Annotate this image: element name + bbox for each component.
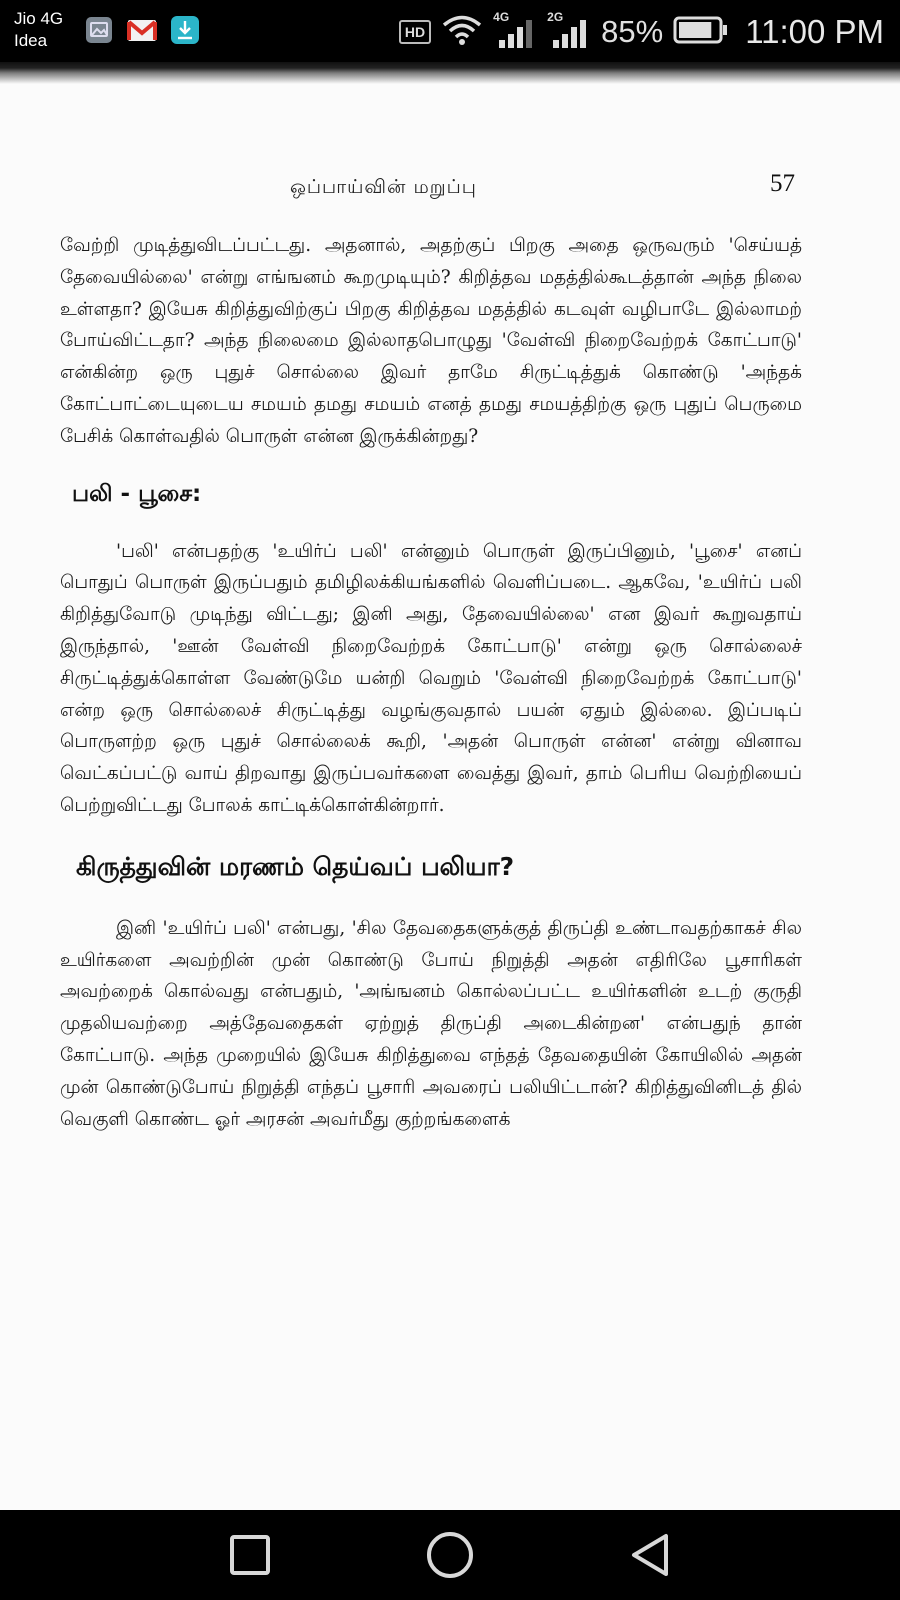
carrier-line-1: Jio 4G: [14, 9, 64, 28]
document-page[interactable]: [0, 62, 900, 1510]
battery-icon: [673, 15, 729, 49]
network-1-label: 4G: [493, 10, 510, 24]
back-icon: [628, 1532, 672, 1578]
signal-4g-icon: [493, 12, 537, 52]
navigation-bar: [0, 1510, 900, 1600]
running-head: ஒப்பாய்வின் மறுப்பு: [290, 176, 477, 198]
network-2-label: 2G: [547, 10, 564, 24]
carrier-label: [14, 8, 63, 52]
recents-icon: [228, 1533, 272, 1577]
battery-percent: 85%: [601, 14, 664, 49]
clock: 11:00 PM: [745, 13, 884, 50]
signal-2g-icon: [547, 12, 591, 52]
carrier-line-2: Idea: [14, 31, 48, 50]
paragraph-2: 'பலி' என்பதற்கு 'உயிர்ப் பலி' என்னும் பொருள் இருப்பினும், 'பூசை' எனப் பொதுப் பொருள் இருப்பதும் தமிழிலக்கியங்களில் வெளிப்படை. ஆகவே, 'உயிர்ப் பலி கிறித்துவோடு முடிந்து விட்டது; இனி அது, தேவையில்லை' என இவர் கூறுவதாய் இருந்தால், 'ஊன் வேள்வி நிறைவேற்றக் கோட்பாடு' என்று ஒரு சொல்லைச் சிருட்டித்துக்கொள்ள வேண்டுமே யன்றி வெறும் 'வேள்வி நிறைவேற்றக் கோட்பாடு' என்ற ஒரு சொல்லைச் சிருட்டித்து வழங்குவதால் பயன் ஏதும் இல்லை. இப்படிப் பொருளற்ற ஒரு புதுச் சொல்லைக் கூறி, 'அதன் பொருள் என்ன' என்று வினாவ வெட்கப்பட்டு வாய் திறவாது இருப்பவர்களை வைத்து இவர், தாம் பெரிய வெற்றியைப் பெற்றுவிட்டது போலக் காட்டிக்கொள்கின்றார்.: [60, 540, 802, 816]
scan-edge-shadow: [0, 62, 900, 84]
recents-button[interactable]: [225, 1530, 275, 1580]
home-icon: [425, 1530, 475, 1580]
status-indicators: [399, 10, 884, 54]
page-number: 57: [770, 170, 795, 197]
download-icon: [170, 15, 200, 45]
gmail-icon: [126, 15, 156, 45]
wifi-icon: [441, 14, 483, 50]
paragraph-3: இனி 'உயிர்ப் பலி' என்பது, 'சில தேவதைகளுக்குத் திருப்தி உண்டாவதற்காகச் சில உயிர்களை அவற்றின் முன் கொண்டு போய் நிறுத்தி அதன் எதிரிலே பூசாரிகள் அவற்றைக் கொல்வது என்பதும், 'அங்ஙனம் கொல்லப்பட்ட உயிர்களின் உடற் குருதி முதலியவற்றை அத்தேவதைகள் ஏற்றுத் திருப்தி அடைகின்றன' என்பதுந் தான் கோட்பாடு. அந்த முறையில் இயேசு கிறித்துவை எந்தத் தேவதையின் கோயிலில் அதன் முன் கொண்டுபோய் நிறுத்தி எந்தப் பூசாரி அவரைப் பலியிட்டான்? கிறித்துவினிடத் தில் வெகுளி கொண்ட ஓர் அரசன் அவர்மீது குற்றங்களைக்: [60, 917, 802, 1130]
back-button[interactable]: [625, 1530, 675, 1580]
section-heading-1: பலி - பூசை:: [72, 480, 202, 507]
gallery-icon: [84, 15, 114, 45]
home-button[interactable]: [425, 1530, 475, 1580]
status-bar: [0, 0, 900, 62]
page-body: [60, 230, 802, 1135]
hd-badge: HD: [399, 20, 431, 44]
section-heading-2: கிருத்துவின் மரணம் தெய்வப் பலியா?: [76, 851, 515, 881]
paragraph-1: வேற்றி முடித்துவிடப்பட்டது. அதனால், அதற்குப் பிறகு அதை ஒருவரும் 'செய்யத் தேவையில்லை' என்று எங்ஙனம் கூறமுடியும்? கிறித்தவ மதத்தில்கூடத்தான் அந்த நிலை உள்ளதா? இயேசு கிறித்துவிற்குப் பிறகு கிறித்தவ மதத்தில் கடவுள் வழிபாடே இல்லாமற் போய்விட்டதா? அந்த நிலைமை இல்லாதபொழுது 'வேள்வி நிறைவேற்றக் கோட்பாடு' என்கின்ற ஒரு புதுச் சொல்லை இவர் தாமே சிருட்டித்துக் கொண்டு 'அந்தக் கோட்பாட்டையுடைய சமயம் தமது சமயம் எனத் தமது சமயத்திற்கு ஒரு புதுப் பெருமை பேசிக் கொள்வதில் பொருள் என்ன இருக்கின்றது?: [60, 235, 802, 447]
